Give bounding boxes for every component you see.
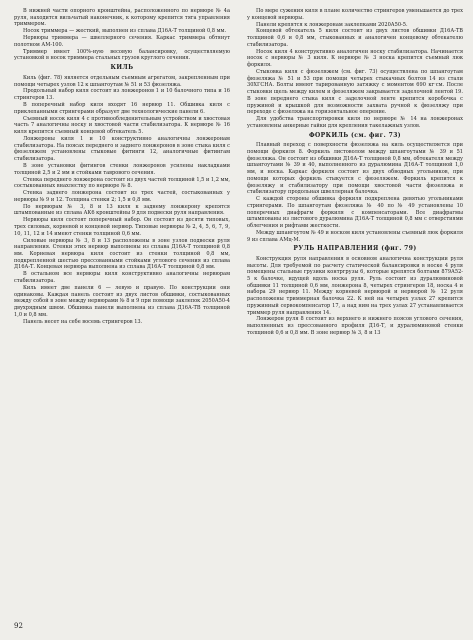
paragraph: Стыковка киля с фюзеляжем (см. фиг. 73) осуществлена по шпангоутам фюзеляжа № 51 и 53 при помощи четырех стыкачных болтов 14 из стали 30ХГСНА. Болты имеют тарированную затяжку с моментом 690 кг·см. После стыковки щель между килем и фюзеляжем закрывается заделочной лентой 19. В зоне переднего стыка киля с заделочной ленте крепится коробочка с пружиной и крышкой для возможности захвата ручной к фюзеляжу при переходе с фюзеляжа на горизонтальное оперение. — [247, 69, 463, 116]
paragraph: Продольный набор киля состоит из лонжеронов 1 и 10 балочного типа и 16 стрингеров 13. — [14, 88, 230, 102]
paragraph: По мере сужения киля в плане количество стрингеров уменьшается до трех у концевой нервюры. — [247, 8, 463, 21]
paragraph: По нервюрам № 3, 8 и 13 киля к заднему лонжерону крепятся штампованные из сплава АК6 кронштейны 9 для подвески руля направления. — [14, 203, 230, 217]
paragraph: Киль имеет две панели 6 — левую и правую. По конструкции они одинаковы. Каждая панель состоит из двух листов обшивки, состыкованных между собой в зоне между нервюрами № 8 и 9 при помощи заклепок 2050А50-4 двухрядным швом. Обшивка панели выполнена из сплава Д16А-ТВ толщиной 1,0 и 0,8 мм. — [14, 284, 230, 318]
left-column — [14, 8, 230, 614]
paragraph: Носок триммера — жесткий, выполнен из сплава Д16А-Т толщиной 0,8 мм. — [23, 28, 227, 35]
paragraph: Лонжероны киля 1 и 10 конструктивно аналогичны лонжеронам стабилизатора. На поясах переднего и заднего лонжеронов в зоне стыка киля с фюзеляжем установлены стыковые фитинги 12, аналогичные фитингам стабилизатора. — [14, 135, 230, 163]
paragraph: Панель несет на себе восемь стрингеров 13. — [23, 318, 143, 325]
right-column — [247, 8, 463, 614]
paragraph: Плавный переход с поверхности фюзеляжа на киль осуществляется при помощи форкиля 8. Форкиль листоволом между шпангоутами № 39 и 51 фюзеляжа. Он состоит из обшивки Д16А-Т толщиной 0,8 мм, обтекателя между шпангоутами № 39 и 40, выполненного из дуралюмина Д16А-Т толщиной 1,0 мм, и носка. Каркас форкиля состоит из двух обводных угольников, при помощи которых форкиль стыкуется с фюзеляжем. Форкиль крепится к фюзеляжу и стабилизатору при помощи хвостовой части фюзеляжа и стабилизатору продольная швеллерная балочка. — [247, 142, 463, 196]
paragraph: Стенка переднего лонжерона состоит из двух частей толщиной 1,5 и 1,2 мм, состыкованных внахлестку по нервюре № 8. — [14, 176, 230, 190]
paragraph: С каждой стороны обшивка форкиля подкреплена девятью угольниками стрингерами. По шпангоутам фюзеляжа № 40 по № 49 установлены 10 поперечных диафрагм форкиля с компенсаторами. Все диафрагмы штампованы из листового дуралюмина Д16А-Т толщиной 0,8 мм с отверстиями облегчения и рифтами жесткости. — [247, 196, 463, 229]
text-columns — [14, 8, 463, 614]
paragraph: В нижней части опорного кронштейна, расположенного по нервюре № 4а руля, находится вильчатый наконечник, к которому крепится тяга управления триммером. — [14, 8, 230, 28]
paragraph: Носок киля 4 конструктивно аналогичен носку стабилизатора. Начинается носок с нервюры № 3 киля. К нервюре № 3 носка крепится съемный люк форкиля. — [247, 48, 463, 69]
paragraph: Киль (фиг. 78) является отдельным съемным агрегатом, закрепленным при помощи четырех узлов 12 к шпангоутам № 51 и 53 фюзеляжа. — [14, 74, 230, 88]
section-heading-forkil: ФОРКИЛЬ (см. фиг. 73) — [308, 131, 402, 139]
paragraph: Панели крепятся к лонжеронам заклепками 2020А50-5. — [256, 21, 408, 28]
section-heading-kil: КИЛЬ — [110, 64, 134, 72]
paragraph: Между шпангоутом № 49 и носком киля установлены съемный люк форкиля 9 из сплава АМц-М. — [247, 229, 463, 243]
paragraph: Стенка заднего лонжерона состоит из трех частей, состыкованных у нервюры № 9 и 12. Толщина стенки 2; 1,5 и 0,8 мм. — [14, 190, 230, 203]
paragraph: Силовые нервюры № 3, 8 и 13 расположены в зоне узлов подвески руля направления. Стенки этих нервюр выполнены из сплава Д16А-Т толщиной 0,8 мм. Корневая нервюра киля состоит из стенки толщиной 0,8 мм, подкрепленной шестью прессованными стойками углового сечения из сплава Д16А-Т. Концевая нервюра выполнена из сплава Д16А-Т толщиной 0,8 мм. — [14, 237, 230, 271]
section-heading-rudder: РУЛЬ НАПРАВЛЕНИЯ (фиг. 79) — [293, 245, 417, 253]
paragraph: В зоне установки фитингов стенки лонжеронов усилены накладками толщиной 2,5 и 2 мм и стойками таврового сечения. — [14, 162, 230, 176]
paragraph: Для удобства транспортировки киля по нервюре № 14 на лонжеронах установлены анкерные гайки для крепления такелажных узлов. — [247, 116, 463, 129]
paragraph: Концевой обтекатель 5 киля состоит из двух листов обшивки Д16А-ТВ толщиной 0,6 и 0,8 мм, стыкованных и аналогичен концевому обтекателю стабилизатора. — [247, 28, 463, 48]
paragraph: Триммер имеет 100%-ную весовую балансировку, осуществляемую установкой в носок триммера стальных грузов круглого сечения. — [14, 48, 230, 62]
paragraph: В остальном все нервюры киля конструктивно аналогичны нервюрам стабилизатора. — [14, 271, 230, 285]
paragraph: Нервюры киля состоят поперечный набор. Он состоит из десяти типовых, трех силовых, корневой и концевой нервюр. Типовые нервюры № 2, 4, 5, 6, 7, 9, 10, 11, 12 и 14 имеют стенки толщиной 0,6 мм. — [14, 217, 230, 237]
paragraph: Конструкция руля направления в основном аналогична конструкции руля высоты. Для требуемой по расчету статической балансировки в носке 4 руля помещены стальные грузики контргрузы 6, которые крепятся болтами 879А52-5 к балочке, идущей вдоль носка руля. Руль состоит из дуралюминовой обшивки 11 толщиной 0,6 мм, лонжерона 8, четырех стрингеров 18, носка 4 и набора 29 нервюр 11. Между корневой нервюрой и нервюрой № 12 руля расположены триммерная балочка 22. К ней на четырех узлах 27 крепится пружинный сервокомпенсатор 17, а над ним на трех узлах 27 устанавливается триммер руля направления 14. — [247, 255, 463, 316]
paragraph: В поперечный набор киля входят 16 нервюр 11. Обшивка киля с приклепанными стрингерами образует две технологические панели 6. — [14, 102, 230, 115]
paragraph: Лонжерон руля 8 состоит из верхнего и нижнего поясов углового сечения, выполненных из прессованного профиля Д16-Т, и дуралюминовой стенки толщиной 0,6 и 0,8 мм. В зоне нервюр № 3, 8 и 13 — [247, 316, 463, 336]
paragraph: Съемный носок киля 4 с противообледенительным устройством и хвостовая часть 7 аналогичны носку и хвостовой части стабилизатора. К нервюре № 16 киля крепится съемный концевой обтекатель 5. — [14, 115, 230, 136]
paragraph: Нервюры триммера — швеллерного сечения. Каркас триммера обтянут полотном АМ-100. — [14, 35, 230, 48]
page-number: 92 — [14, 622, 23, 630]
